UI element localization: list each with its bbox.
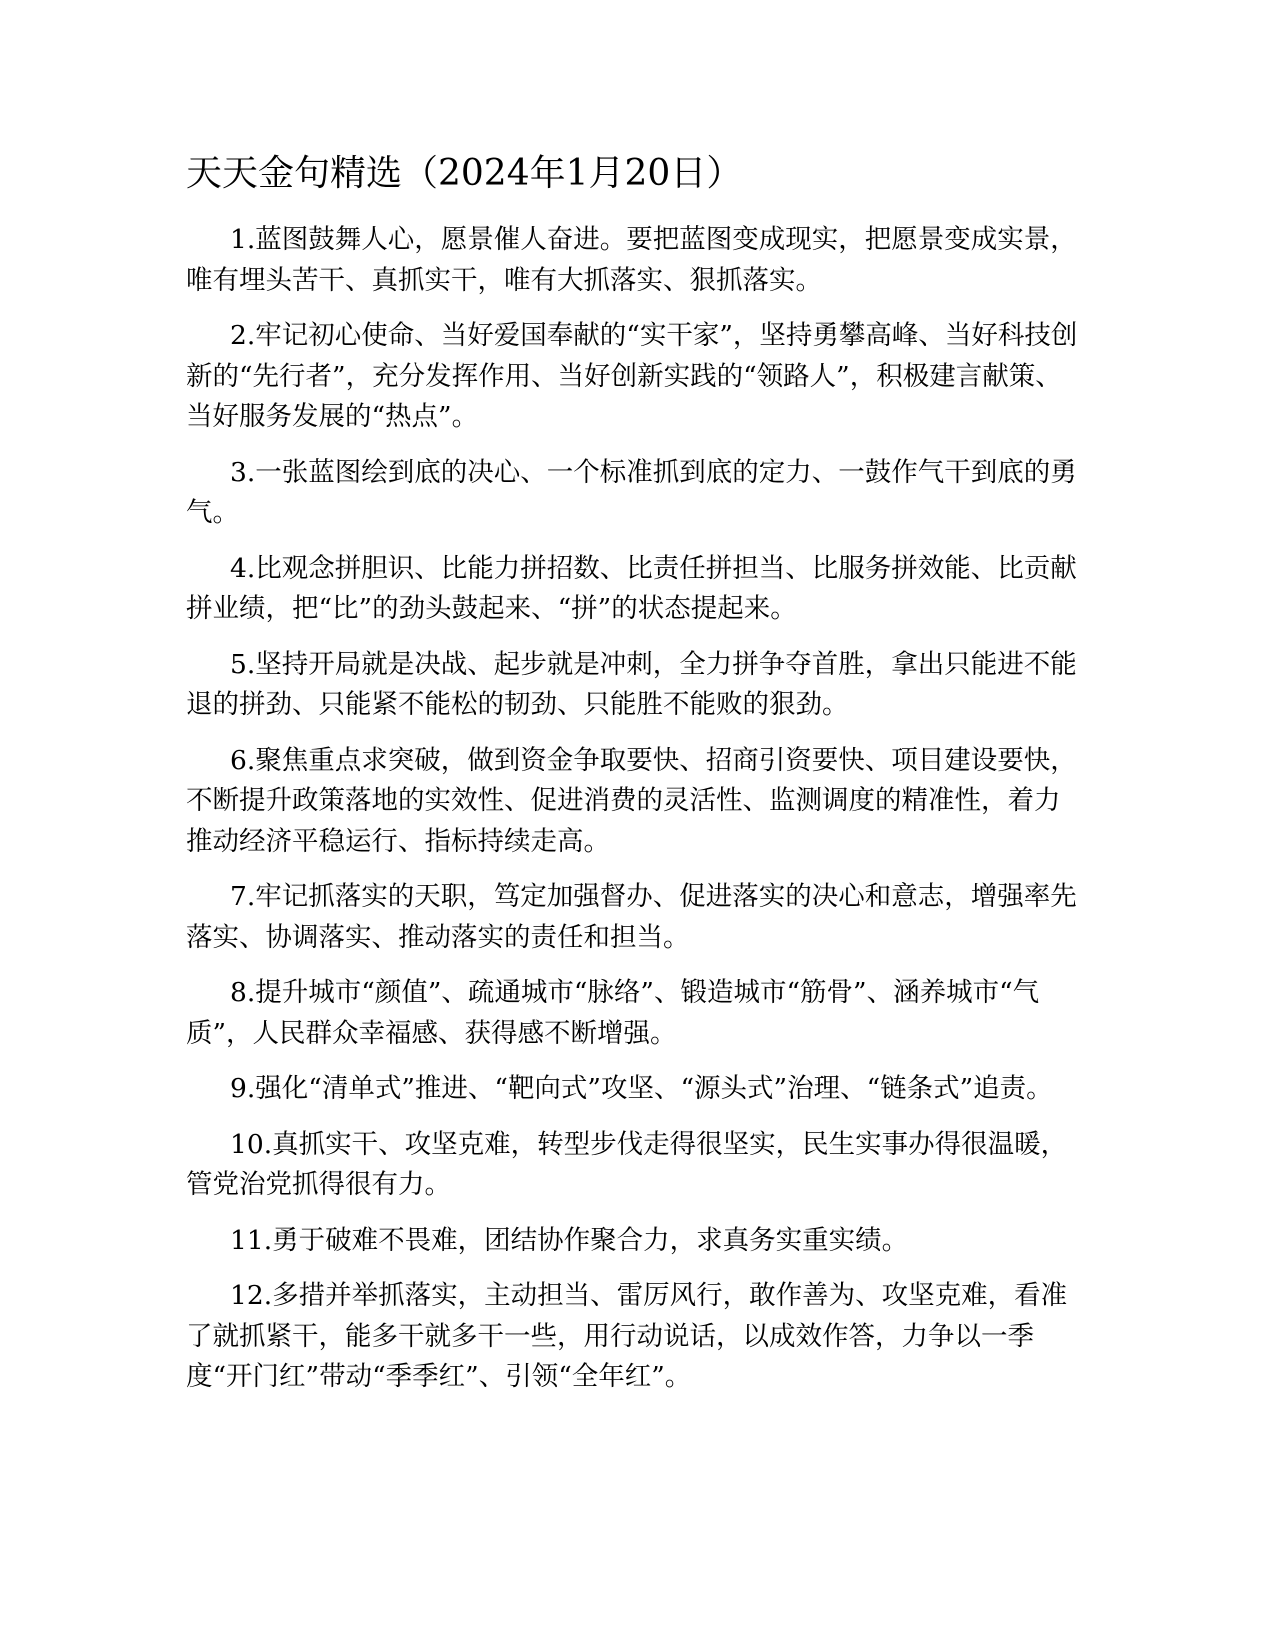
quote-item-7: 7.牢记抓落实的天职，笃定加强督办、促进落实的决心和意志，增强率先落实、协调落实、推动落实的责任和担当。: [186, 881, 1077, 953]
quote-item-12: 12.多措并举抓落实，主动担当、雷厉风行，敢作善为、攻坚克难，看准了就抓紧干，能多干就多干一些，用行动说话，以成效作答，力争以一季度“开门红”带动“季季红”、引领“全年红”。: [186, 1280, 1068, 1392]
quote-item-3: 3.一张蓝图绘到底的决心、一个标准抓到底的定力、一鼓作气干到底的勇气。: [186, 456, 1077, 528]
quote-item-8: 8.提升城市“颜值”、疏通城市“脉络”、锻造城市“筋骨”、涵养城市“气质”，人民群众幸福感、获得感不断增强。: [186, 977, 1040, 1049]
quote-item-9: 9.强化“清单式”推进、“靶向式”攻坚、“源头式”治理、“链条式”追责。: [230, 1073, 1053, 1104]
document-page: [186, 150, 1080, 1413]
quote-item-5: 5.坚持开局就是决战、起步就是冲刺，全力拼争夺首胜，拿出只能进不能退的拼劲、只能紧不能松的韧劲、只能胜不能败的狠劲。: [186, 648, 1077, 720]
quote-item-10: 10.真抓实干、攻坚克难，转型步伐走得很坚实，民生实事办得很温暖，管党治党抓得很有力。: [186, 1128, 1068, 1200]
quote-item-2: 2.牢记初心使命、当好爱国奉献的“实干家”，坚持勇攀高峰、当好科技创新的“先行者”，充分发挥作用、当好创新实践的“领路人”，积极建言献策、当好服务发展的“热点”。: [186, 320, 1078, 432]
quote-item-6: 6.聚焦重点求突破，做到资金争取要快、招商引资要快、项目建设要快，不断提升政策落地的实效性、促进消费的灵活性、监测调度的精准性，着力推动经济平稳运行、指标持续走高。: [186, 744, 1077, 857]
quote-item-4: 4.比观念拼胆识、比能力拼招数、比责任拼担当、比服务拼效能、比贡献拼业绩，把“比”的劲头鼓起来、“拼”的状态提起来。: [186, 552, 1077, 624]
document-title: 天天金句精选（2024年1月20日）: [186, 153, 743, 194]
quote-list: [186, 220, 1080, 1398]
quote-item-1: 1.蓝图鼓舞人心，愿景催人奋进。要把蓝图变成现实，把愿景变成实景，唯有埋头苦干、真抓实干，唯有大抓落实、狠抓落实。: [186, 224, 1077, 296]
quote-item-11: 11.勇于破难不畏难，团结协作聚合力，求真务实重实绩。: [230, 1224, 909, 1256]
